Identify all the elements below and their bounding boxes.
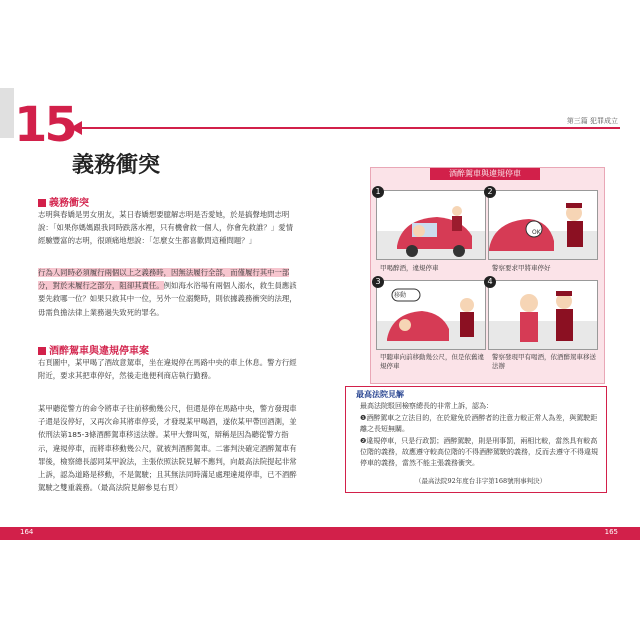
- page-number-left: 164: [20, 528, 34, 536]
- court-opinion-citation: （最高法院92年度台非字第168號刑事判決）: [415, 477, 547, 485]
- heading-text: 義務衝突: [49, 198, 89, 209]
- panel-number: 4: [484, 276, 496, 288]
- section-label: 第三篇 犯罪成立: [566, 117, 618, 125]
- police-illustration: [489, 191, 597, 259]
- speech-bubble: OK: [532, 229, 541, 236]
- comic-panel-1: [376, 190, 486, 260]
- panel-number: 2: [484, 186, 496, 198]
- chapter-tab: [0, 88, 14, 138]
- heading-marker-icon: [38, 199, 46, 207]
- highlight-definition: 行為人同時必須履行兩個以上之義務時，因無法履行全部，而僅履行其中一部分，對於未履行之部分，阻卻其責任。: [38, 268, 290, 291]
- car-illustration: [377, 191, 485, 259]
- paragraph-definition: [38, 266, 298, 319]
- header-rule: [78, 127, 620, 129]
- panel-caption: 警察要求甲將車停好: [492, 264, 551, 272]
- chapter-number: 15: [14, 97, 75, 153]
- comic-panel-3: [376, 280, 486, 350]
- case-text: 某甲聽從警方的命令將車子往前移動幾公尺，但還是停在馬路中央，警方發現車子還是沒停好，又再次命其將車停妥，才發現某甲喝酒，遂依某甲帶回酒測，並依刑法第185-3條酒醉駕車移送法辦。某甲大聲叫冤，辯稱是因為聽從警方指示，違規停車，而將車移動幾公尺，就被判酒醉駕車。二審判決確定酒醉駕車有罪後，檢察總長認同某甲說法，主張依照法院見解不應判，向最高法院提起非常上訴，認為道路是移動，不是駕駛；且其無法同時滿足處理違規停車，已不酒醉駕駛之雙重義務。: [38, 404, 297, 493]
- heading-case: [38, 342, 149, 357]
- panel-number: 1: [372, 186, 384, 198]
- panel-caption: 甲喝醉酒，違規停車: [380, 264, 439, 272]
- arrest-illustration: [489, 281, 597, 349]
- paragraph-case-1: 右頁圖中，某甲喝了酒故意駕車，坐在違規停在馬路中央的車上休息。警方行經附近，要求其把車停好，然後走進便利商店執行勤務。: [38, 358, 297, 381]
- court-opinion-title: 最高法院見解: [356, 390, 404, 399]
- comic-title: 酒醉駕車與違規停車: [430, 168, 540, 180]
- panel-caption: 警察發現甲有喝酒，依酒醉駕車移送法辦: [492, 353, 596, 370]
- panel-caption: 甲聽車向前移動幾公尺，但是依舊違規停車: [380, 353, 484, 370]
- heading-duty-conflict: [38, 194, 89, 209]
- definition-rest: 例如海水浴場有兩個人溺水，救生員應該要先救哪一位？如果只救其中一位，另外一位溺斃時，則依據義務衝突的法理，毋需負擔法律上業務過失致死的罪名。: [38, 281, 297, 317]
- speech-bubble: 移動: [394, 292, 407, 299]
- heading-text: 酒醉駕車與違規停車案: [49, 346, 149, 357]
- court-opinion-item-1: ❶酒醉駕車之立法目的，在於避免於酒醉者的注意力較正常人為差，與駕駛距離之長短無關。: [360, 414, 598, 433]
- panel-number: 3: [372, 276, 384, 288]
- comic-panel-2: [488, 190, 598, 260]
- case-note: （最高法院見解參見右頁）: [97, 483, 183, 493]
- court-opinion-intro: 最高法院駁回檢察總長的非常上訴，認為：: [360, 402, 493, 410]
- paragraph-case-2: [38, 402, 298, 494]
- chapter-title: 義務衝突: [72, 153, 161, 178]
- footer-bar: [0, 527, 640, 540]
- heading-marker-icon: [38, 347, 46, 355]
- comic-panel-4: [488, 280, 598, 350]
- paragraph-intro: 志明與春嬌是男女朋友，某日春嬌想要臆解志明是否愛她，於是搞聲地問志明說：「如果你媽媽跟我同時跌落水裡，只有機會救一個人，你會先救誰？」愛情經驗豐富的志明，很頭痛地想說：「怎麼女生都喜歡問這種問題？」: [38, 210, 293, 246]
- page-number-right: 165: [604, 528, 618, 536]
- court-opinion-item-2: ❷違規停車，只是行政罰；酒醉駕駛，則是刑事罰，兩相比較，當然具有較高位階的義務，故應遵守較高位階的不得酒醉駕駛的義務，反而去遵守不得違規停車的義務，當然不能主張義務衝突。: [360, 437, 598, 467]
